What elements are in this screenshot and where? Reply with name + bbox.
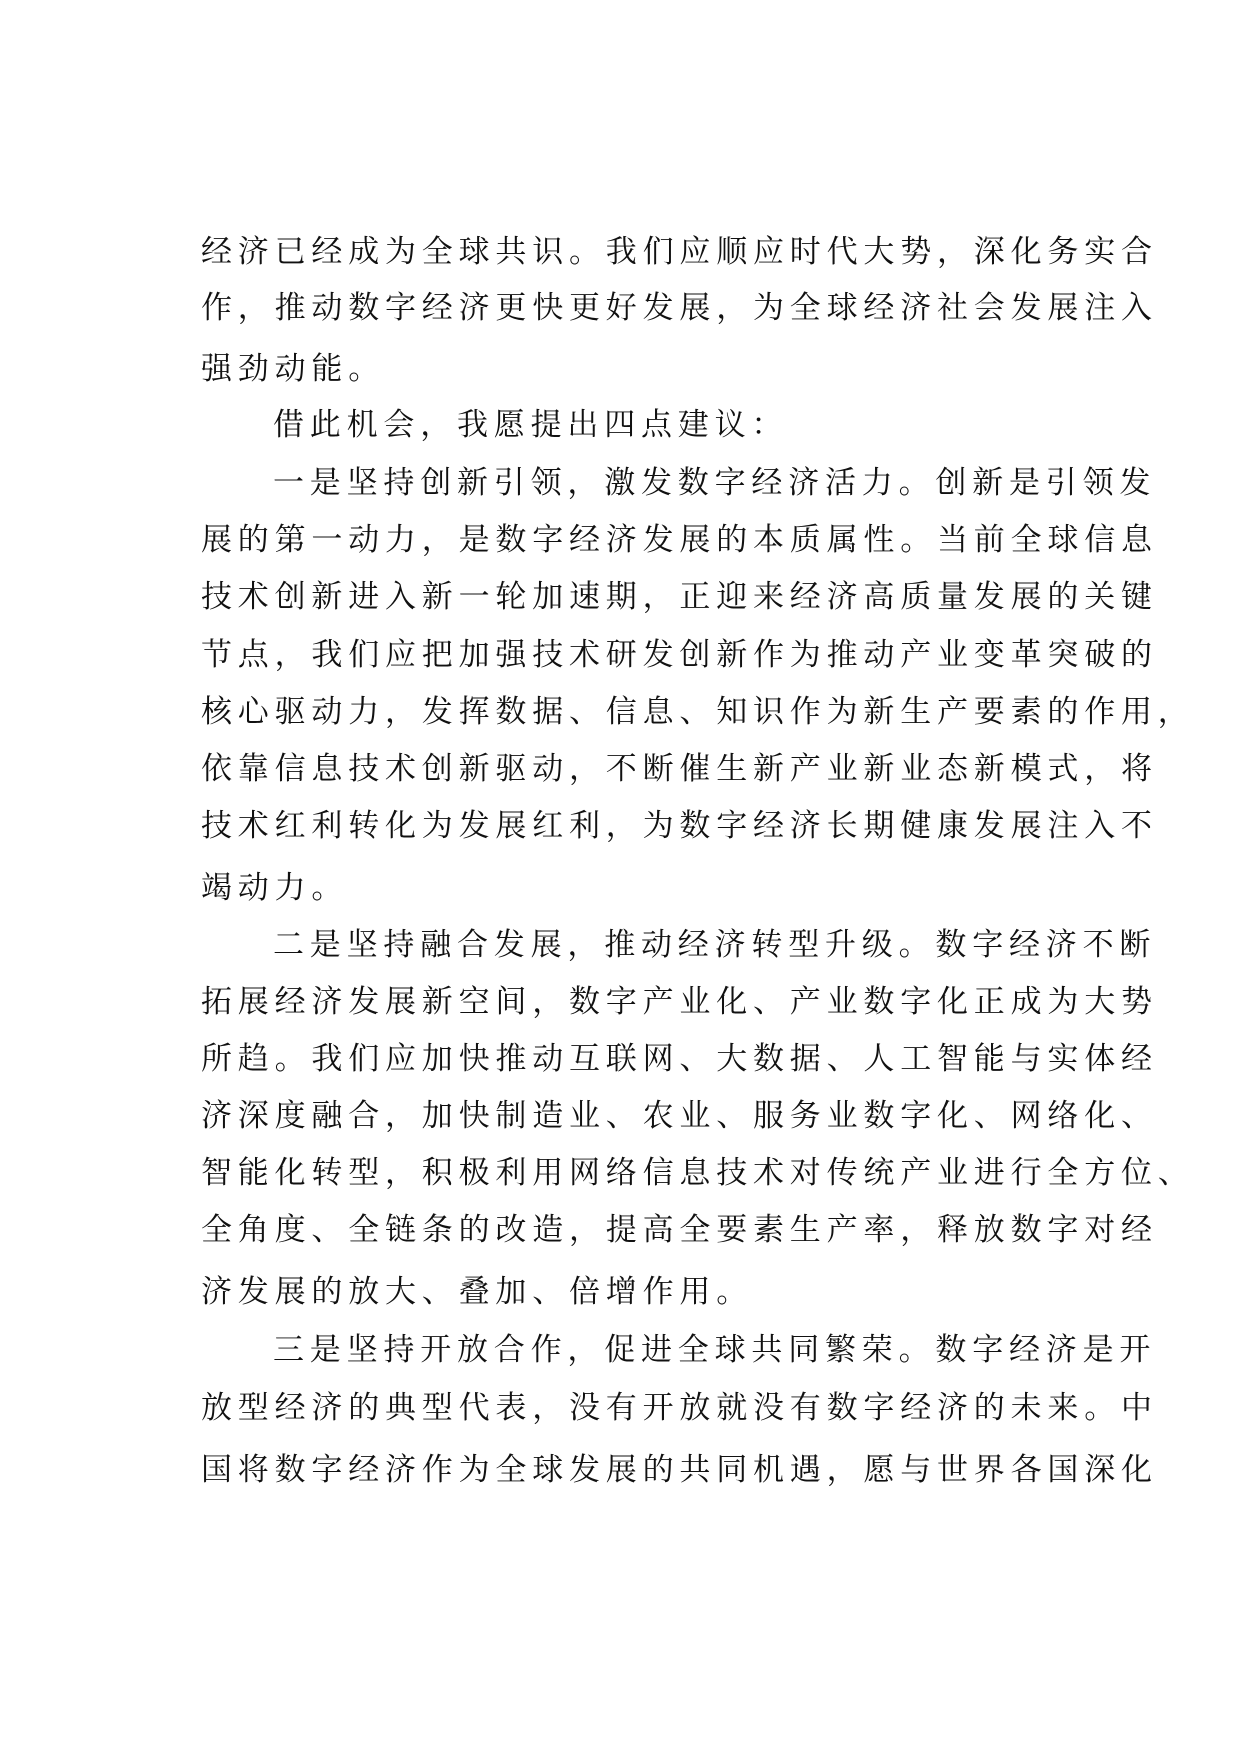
text-line: 作，推动数字经济更快更好发展，为全球经济社会发展注入 bbox=[201, 290, 1158, 326]
text-line: 强劲动能。 bbox=[201, 351, 385, 387]
paragraph-point-three: 三是坚持开放合作，促进全球共同繁荣。数字经济是开 bbox=[273, 1332, 1157, 1368]
paragraph-intro: 借此机会，我愿提出四点建议： bbox=[273, 407, 789, 443]
text-line: 拓展经济发展新空间，数字产业化、产业数字化正成为大势 bbox=[201, 984, 1158, 1020]
paragraph-point-one: 一是坚持创新引领，激发数字经济活力。创新是引领发 bbox=[273, 465, 1157, 501]
text-line: 展的第一动力，是数字经济发展的本质属性。当前全球信息 bbox=[201, 522, 1158, 558]
text-line: 全角度、全链条的改造，提高全要素生产率，释放数字对经 bbox=[201, 1212, 1158, 1248]
text-line: 所趋。我们应加快推动互联网、大数据、人工智能与实体经 bbox=[201, 1041, 1158, 1077]
text-line: 国将数字经济作为全球发展的共同机遇，愿与世界各国深化 bbox=[201, 1452, 1158, 1488]
text-line: 依靠信息技术创新驱动，不断催生新产业新业态新模式，将 bbox=[201, 751, 1158, 787]
text-line: 节点，我们应把加强技术研发创新作为推动产业变革突破的 bbox=[201, 637, 1158, 673]
text-line: 经济已经成为全球共识。我们应顺应时代大势，深化务实合 bbox=[201, 234, 1158, 270]
text-line: 技术红利转化为发展红利，为数字经济长期健康发展注入不 bbox=[201, 808, 1158, 844]
text-line: 竭动力。 bbox=[201, 870, 349, 906]
text-line: 技术创新进入新一轮加速期，正迎来经济高质量发展的关键 bbox=[201, 579, 1158, 615]
text-line: 济深度融合，加快制造业、农业、服务业数字化、网络化、 bbox=[201, 1098, 1158, 1134]
text-line: 济发展的放大、叠加、倍增作用。 bbox=[201, 1274, 753, 1310]
text-line: 核心驱动力，发挥数据、信息、知识作为新生产要素的作用， bbox=[201, 694, 1195, 730]
paragraph-point-two: 二是坚持融合发展，推动经济转型升级。数字经济不断 bbox=[273, 927, 1157, 963]
text-line: 放型经济的典型代表，没有开放就没有数字经济的未来。中 bbox=[201, 1390, 1158, 1426]
text-line: 智能化转型，积极利用网络信息技术对传统产业进行全方位、 bbox=[201, 1155, 1195, 1191]
